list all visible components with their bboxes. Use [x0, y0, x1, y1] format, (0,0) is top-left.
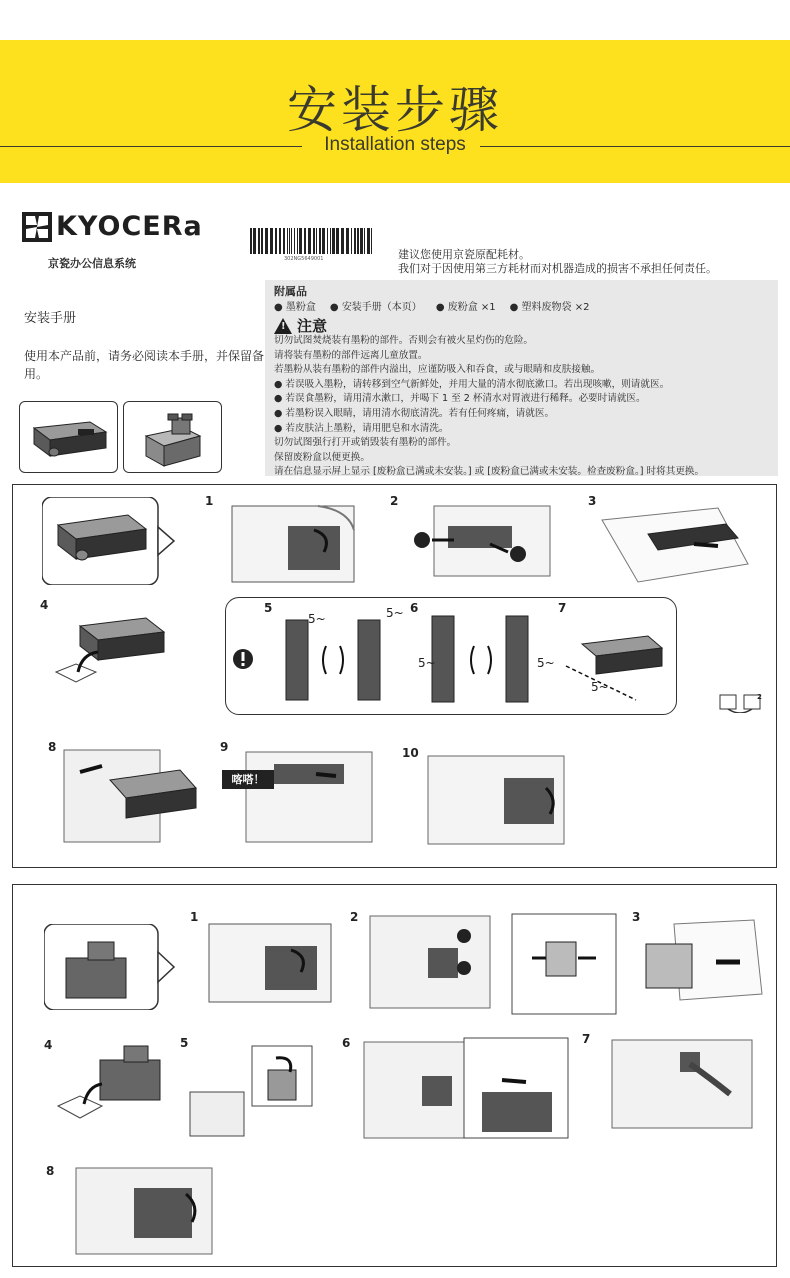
- waste-step-2: [368, 912, 618, 1020]
- shake-cartridge-side-illustration: [258, 612, 408, 708]
- barcode-bar: [291, 228, 292, 254]
- barcode-bar: [332, 228, 335, 254]
- caution-line: 保留废粉盒以便更换。: [274, 451, 370, 463]
- shake-count-label: 5~: [386, 606, 404, 620]
- caution-line: 切勿试图焚烧装有墨粉的部件。否则会有被火星灼伤的危险。: [274, 335, 534, 346]
- caution-line: ● 若误食墨粉，请用清水漱口，并喝下 1 至 2 杯清水对胃液进行稀释。必要时请就医。: [274, 392, 704, 407]
- next-page-icon: [718, 693, 764, 713]
- toner-cartridge-icon: [42, 497, 184, 585]
- close-cover-illustration: [426, 752, 566, 848]
- brand-logo-text: KYOCERa: [56, 211, 203, 242]
- banner-subtitle: Installation steps: [324, 134, 466, 155]
- toner-step-5: [258, 612, 408, 708]
- step-number: 8: [48, 740, 57, 754]
- step-number: 1: [190, 910, 199, 924]
- step-number: 7: [582, 1032, 591, 1046]
- barcode-bar: [258, 228, 260, 254]
- barcode-bar: [279, 228, 281, 254]
- waste-toner-box-icon: [124, 402, 223, 474]
- caution-line: 切勿试图强行打开或销毁装有墨粉的部件。: [274, 437, 457, 449]
- toner-step-8: [62, 746, 212, 846]
- step-number: 10: [402, 746, 419, 760]
- accessories-list: [274, 298, 589, 313]
- barcode-bar: [367, 228, 370, 254]
- waste-step-5: [186, 1044, 316, 1140]
- caution-line: ● 若皮肤沾上墨粉，请用肥皂和水清洗。: [274, 422, 704, 437]
- waste-toner-box-thumbnail: [123, 401, 222, 473]
- toner-step-9: [244, 748, 374, 846]
- accessory-item: ● 安装手册（本页）: [330, 298, 422, 313]
- barcode-bar: [346, 228, 349, 254]
- toner-step-10: [426, 752, 566, 848]
- barcode-bar: [304, 228, 306, 254]
- barcode-bar: [357, 228, 359, 254]
- insert-waste-box-illustration: [362, 1036, 572, 1142]
- toner-cartridge-icon: [20, 402, 119, 474]
- barcode-bar: [336, 228, 339, 254]
- toner-step-7: [552, 616, 670, 708]
- accessory-item: ● 废粉盒 ×1: [436, 298, 496, 313]
- barcode-bar: [297, 228, 298, 254]
- accessory-item: ● 墨粉盒: [274, 298, 316, 313]
- barcode-bar: [265, 228, 268, 254]
- brand-subtitle: 京瓷办公信息系统: [48, 257, 136, 270]
- kyocera-logo: [22, 208, 212, 248]
- step-number: 4: [44, 1038, 53, 1052]
- step-number: 7: [558, 601, 567, 615]
- unpack-cartridge-illustration: [52, 610, 182, 698]
- notice-line: 建议您使用京瓷原配耗材。: [398, 248, 530, 261]
- caution-line: 若墨粉从装有墨粉的部件内溢出，应谨防吸入和吞食，或与眼睛和皮肤接触。: [274, 364, 601, 376]
- barcode-bar: [294, 228, 295, 254]
- waste-step-7: [610, 1034, 760, 1132]
- waste-step-6: [362, 1036, 572, 1142]
- step-number: 3: [588, 494, 597, 508]
- shake-count-label: 5~: [537, 656, 555, 670]
- insert-cartridge-illustration: [62, 746, 212, 846]
- barcode-bar: [250, 228, 252, 254]
- page-badge: 2: [757, 693, 762, 701]
- caution-line: 请在信息显示屏上显示 [废粉盒已满或未安装。] 或 [废粉盒已满或未安装。检查废粉盒。] 时将其更换。: [274, 466, 705, 478]
- barcode-bar: [270, 228, 273, 254]
- barcode-bar: [253, 228, 256, 254]
- step-number: 5: [180, 1036, 189, 1050]
- barcode-bar: [351, 228, 352, 254]
- barcode-bar: [308, 228, 311, 254]
- banner-rule-right: [480, 146, 790, 147]
- barcode-bar: [261, 228, 263, 254]
- push-cartridge-illustration: [244, 748, 374, 846]
- barcode-bar: [289, 228, 290, 254]
- barcode-bar: [327, 228, 328, 254]
- manual-note: 使用本产品前，请务必阅读本手册，并保留备用。: [24, 349, 265, 381]
- close-cover-illustration: [74, 1164, 214, 1258]
- toner-step-1: [228, 500, 358, 586]
- shake-count-label: 5~: [418, 656, 436, 670]
- shake-cartridge-horizontal-illustration: [552, 616, 670, 708]
- barcode-bar: [322, 228, 325, 254]
- waste-toner-box-icon: [44, 924, 186, 1010]
- barcode-bar: [313, 228, 315, 254]
- waste-step-8: [74, 1164, 214, 1258]
- caution-heading: [274, 315, 327, 336]
- step-number: 6: [410, 601, 419, 615]
- accessory-item: ● 塑料废物袋 ×2: [510, 298, 590, 313]
- toner-step-4: [52, 610, 182, 698]
- waste-step-3: [644, 914, 764, 1006]
- barcode-bar: [354, 228, 356, 254]
- waste-step-start: [44, 924, 186, 1010]
- toner-cartridge-thumbnail: [19, 401, 118, 473]
- barcode-bar: [316, 228, 317, 254]
- barcode-bar: [287, 228, 288, 254]
- caution-line: ● 若墨粉误入眼睛，请用清水彻底清洗。若有任何疼痛，请就医。: [274, 407, 704, 422]
- barcode-bar: [341, 228, 344, 254]
- step-number: 2: [350, 910, 359, 924]
- shake-count-label: 5~: [591, 680, 609, 694]
- toner-step-3: [598, 504, 758, 586]
- remove-old-cartridge-illustration: [404, 500, 554, 586]
- barcode-bar: [360, 228, 363, 254]
- step-number: 2: [390, 494, 399, 508]
- waste-step-4: [54, 1044, 174, 1126]
- caution-title: 注意: [297, 317, 328, 335]
- supplies-notice: [398, 248, 717, 276]
- unpack-waste-box-illustration: [54, 1044, 174, 1126]
- important-icon: [232, 648, 254, 670]
- step-number: 1: [205, 494, 214, 508]
- bag-old-cartridge-illustration: [598, 504, 758, 586]
- warning-icon: [274, 318, 292, 334]
- barcode-bar: [299, 228, 302, 254]
- shake-count-label: 5~: [308, 612, 326, 626]
- toner-step-start: [42, 497, 184, 585]
- step-number: 6: [342, 1036, 351, 1050]
- printer-open-cover-illustration: [228, 500, 358, 586]
- step-number: 9: [220, 740, 229, 754]
- step-number: 4: [40, 598, 49, 612]
- cap-waste-box-illustration: [186, 1044, 316, 1140]
- toner-step-2: [404, 500, 554, 586]
- notice-line: 我们对于因使用第三方耗材而对机器造成的损害不承担任何责任。: [398, 262, 717, 275]
- barcode-bar: [319, 228, 321, 254]
- barcode-bar: [275, 228, 277, 254]
- banner: [0, 40, 790, 183]
- banner-title: 安装步骤: [287, 81, 503, 139]
- push-waste-box-illustration: [610, 1034, 760, 1132]
- barcode-bar: [364, 228, 365, 254]
- waste-step-1: [205, 918, 335, 1006]
- printer-open-cover-illustration: [205, 918, 335, 1006]
- remove-waste-box-illustration: [368, 912, 618, 1020]
- step-number: 5: [264, 601, 273, 615]
- caution-line: 请将装有墨粉的部件远离儿童放置。: [274, 349, 428, 361]
- caution-lines: [274, 334, 704, 480]
- bag-waste-box-illustration: [644, 914, 764, 1006]
- barcode-bar: [283, 228, 285, 254]
- step-number: 3: [632, 910, 641, 924]
- barcode-number: 302NG5649001: [284, 256, 324, 262]
- barcode-bar: [371, 228, 372, 254]
- barcode-bar: [330, 228, 331, 254]
- click-label: 喀嗒！: [222, 770, 274, 789]
- barcode: [250, 228, 374, 254]
- kyocera-logo-icon: [22, 212, 52, 242]
- step-number: 8: [46, 1164, 55, 1178]
- manual-title: 安装手册: [24, 311, 77, 326]
- caution-line: ● 若误吸入墨粉，请转移到空气新鲜处，并用大量的清水彻底漱口。若出现咳嗽，则请就医。: [274, 378, 704, 393]
- accessories-title: 附属品: [274, 285, 307, 298]
